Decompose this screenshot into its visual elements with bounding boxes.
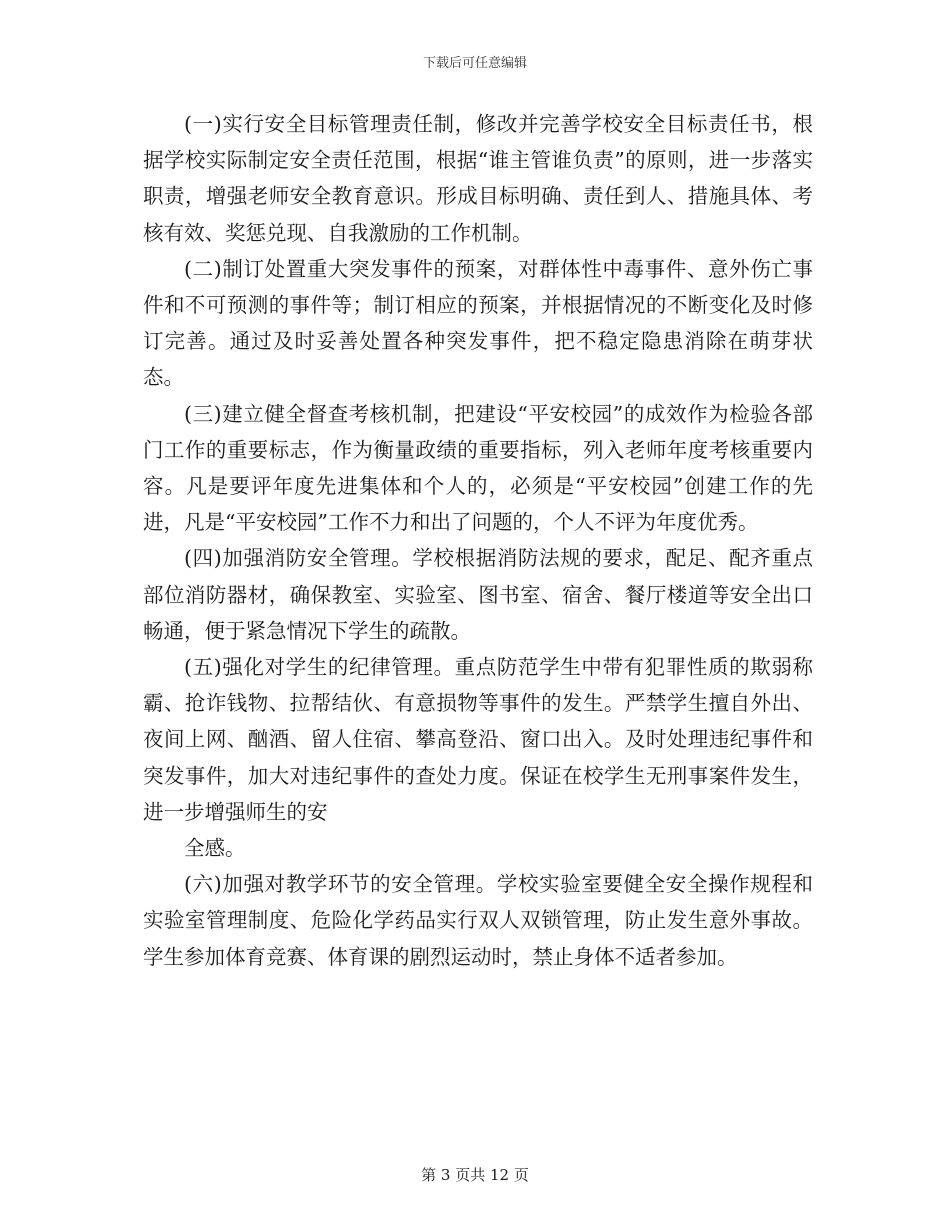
paragraph-5: (五)强化对学生的纪律管理。重点防范学生中带有犯罪性质的欺弱称霸、抢诈钱物、拉帮结伙、有意损物等事件的发生。严禁学生擅自外出、夜间上网、酗酒、留人住宿、攀高登沿、窗口出入。及时处理违纪事件和突发事件，加大对违纪事件的查处力度。保证在校学生无刑事案件发生，进一步增强师生的安: [143, 655, 813, 824]
page-footer-number: 第 3 页共 12 页: [421, 1166, 529, 1184]
paragraph-1: (一)实行安全目标管理责任制，修改并完善学校安全目标责任书，根据学校实际制定安全责任范围，根据“谁主管谁负责”的原则，进一步落实职责，增强老师安全教育意识。形成目标明确、责任到人、措施具体、考核有效、奖惩兑现、自我激励的工作机制。: [143, 112, 813, 245]
paragraph-2: (二)制订处置重大突发事件的预案，对群体性中毒事件、意外伤亡事件和不可预测的事件等；制订相应的预案，并根据情况的不断变化及时修订完善。通过及时妥善处置各种突发事件，把不稳定隐患消除在萌芽状态。: [143, 256, 813, 390]
page-header-note: 下载后可任意编辑: [422, 56, 527, 71]
paragraph-3: (三)建立健全督查考核机制，把建设“平安校园”的成效作为检验各部门工作的重要标志，作为衡量政绩的重要指标，列入老师年度考核重要内容。凡是要评年度先进集体和个人的，必须是“平安校园”创建工作的先进，凡是“平安校园”工作不力和出了问题的，个人不评为年度优秀。: [143, 401, 813, 535]
document-body: [143, 106, 813, 975]
paragraph-6: (六)加强对教学环节的安全管理。学校实验室要健全安全操作规程和实验室管理制度、危险化学药品实行双人双锁管理，防止发生意外事故。学生参加体育竞赛、体育课的剧烈运动时，禁止身体不适者参加。: [143, 872, 813, 969]
paragraph-4: (四)加强消防安全管理。学校根据消防法规的要求，配足、配齐重点部位消防器材，确保教室、实验室、图书室、宿舍、餐厅楼道等安全出口畅通，便于紧急情况下学生的疏散。: [143, 546, 813, 643]
paragraph-5-continuation: 全感。: [184, 836, 246, 861]
